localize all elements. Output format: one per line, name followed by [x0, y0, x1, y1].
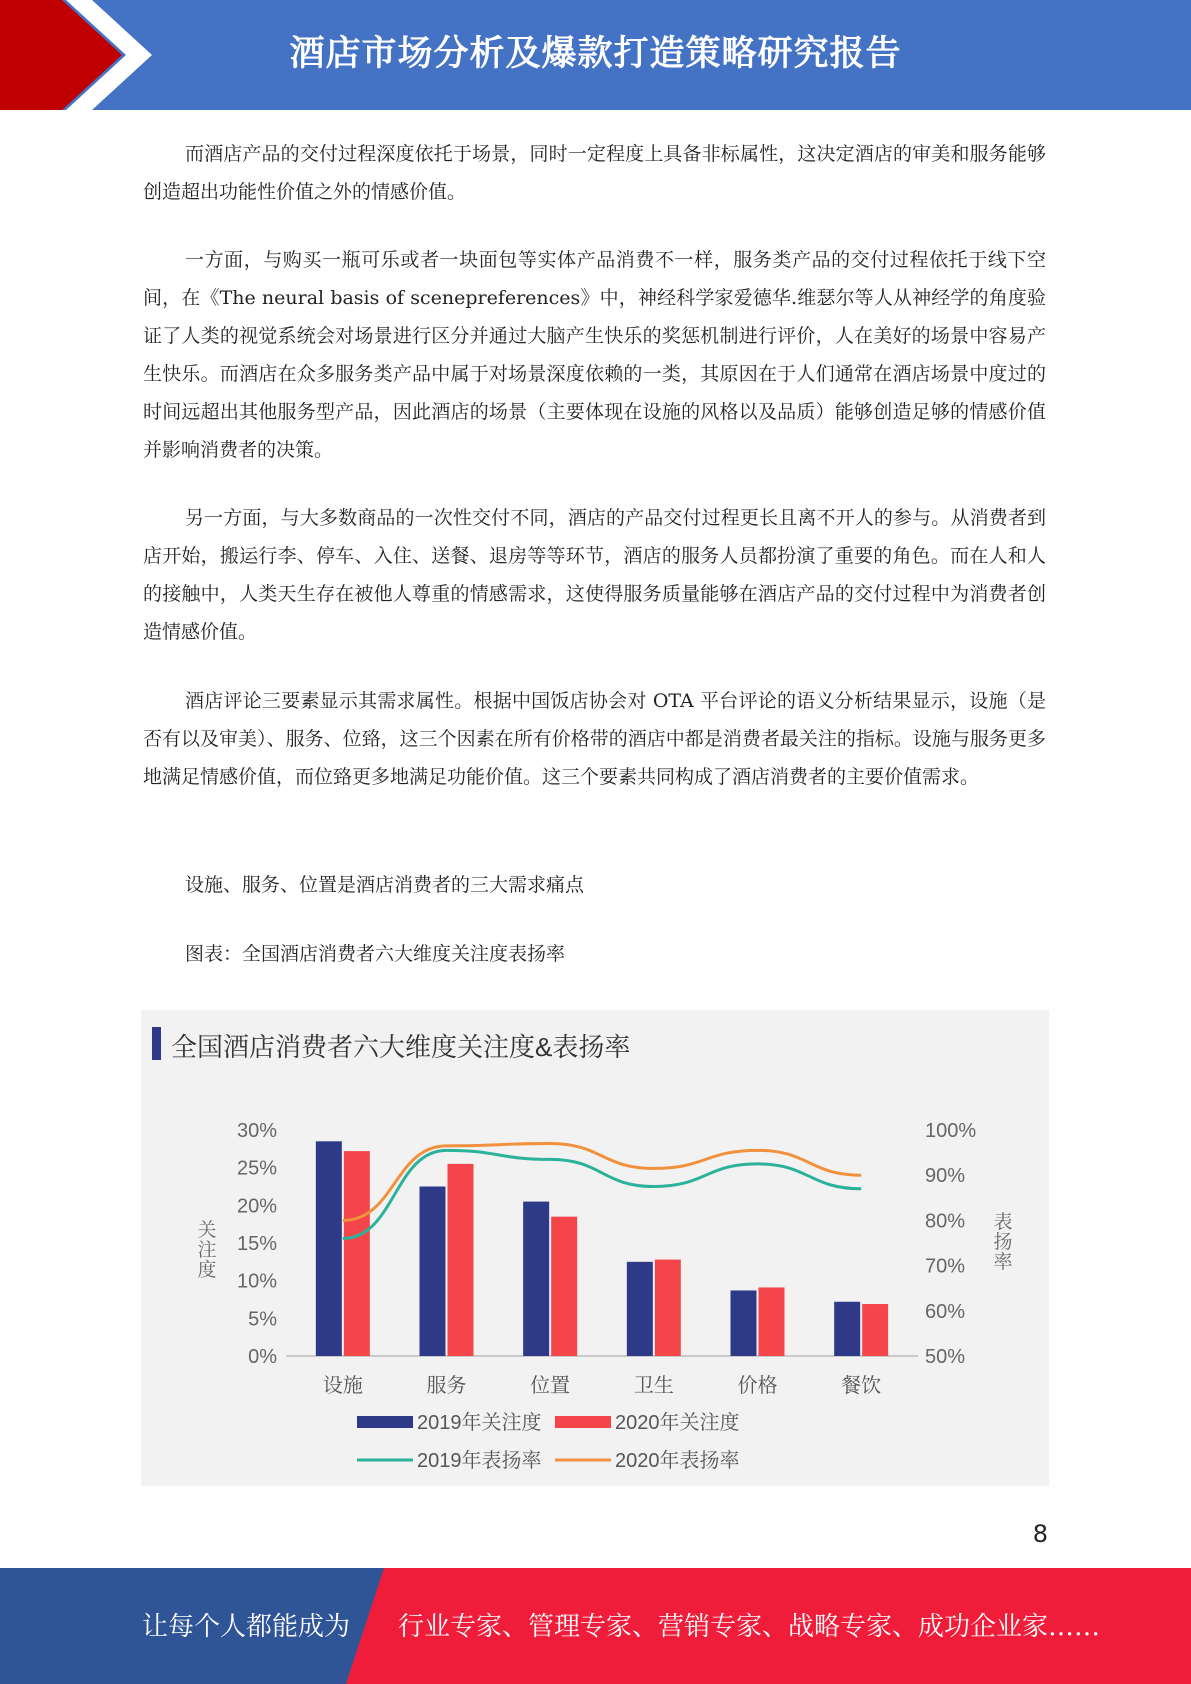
legend-label: 2020年关注度: [615, 1412, 740, 1434]
footer-slogan-left: 让每个人都能成为: [142, 1612, 351, 1642]
bar-2019年关注度: [627, 1262, 653, 1356]
y-tick-label: 5%: [248, 1308, 277, 1331]
combo-chart: [141, 1010, 1049, 1486]
legend-swatch: [357, 1416, 413, 1428]
bar-2020年关注度: [655, 1260, 681, 1356]
y-tick-label: 20%: [236, 1195, 277, 1218]
y-tick-label: 30%: [236, 1120, 277, 1142]
x-tick-label: 位置: [530, 1375, 571, 1397]
page-number: 8: [1032, 1520, 1048, 1548]
y2-tick-label: 90%: [925, 1165, 966, 1188]
chart-container: [141, 1010, 1049, 1486]
x-tick-label: 设施: [322, 1375, 363, 1397]
chart-title-marker: [152, 1027, 161, 1060]
bar-2019年关注度: [316, 1141, 342, 1356]
bar-2019年关注度: [420, 1187, 446, 1357]
y2-axis-label-char: 率: [993, 1252, 1013, 1273]
y-tick-label: 15%: [236, 1233, 277, 1255]
x-tick-label: 餐饮: [841, 1375, 882, 1397]
bar-2020年关注度: [448, 1164, 474, 1356]
legend-label: 2019年表扬率: [417, 1450, 542, 1472]
y2-tick-label: 70%: [925, 1255, 966, 1278]
paragraph-3: 另一方面，与大多数商品的一次性交付不同，酒店的产品交付过程更长且离不开人的参与。从消费者到店开始，搬运行李、停车、入住、送餐、退房等等环节，酒店的服务人员都扮演了重要的角色。而在人和人的接触中，人类天生存在被他人尊重的情感需求，这使得服务质量能够在酒店产品的交付过程中为消费者创造情感价值。: [143, 507, 1046, 643]
y2-tick-label: 50%: [925, 1346, 966, 1368]
y2-tick-label: 100%: [925, 1120, 977, 1142]
legend-label: 2020年表扬率: [615, 1450, 740, 1472]
y-tick-label: 25%: [236, 1157, 277, 1180]
report-title: 酒店市场分析及爆款打造策略研究报告: [289, 34, 902, 74]
y-tick-label: 0%: [248, 1346, 277, 1368]
page-header: [0, 0, 1191, 110]
y-axis-label-char: 度: [197, 1260, 217, 1281]
y-axis-label-char: 关: [197, 1220, 217, 1241]
bar-2019年关注度: [731, 1290, 757, 1356]
bar-2020年关注度: [759, 1287, 785, 1356]
y2-axis-label-char: 表: [993, 1212, 1013, 1233]
bar-2020年关注度: [862, 1304, 888, 1356]
bar-2019年关注度: [834, 1302, 860, 1356]
y2-tick-label: 60%: [925, 1300, 966, 1323]
y2-axis-label-char: 扬: [993, 1232, 1013, 1253]
y-tick-label: 10%: [236, 1270, 277, 1293]
legend-swatch: [555, 1416, 611, 1428]
x-tick-label: 卫生: [633, 1375, 674, 1397]
paragraph-1: 而酒店产品的交付过程深度依托于场景，同时一定程度上具备非标属性，这决定酒店的审美和服务能够创造超出功能性价值之外的情感价值。: [143, 143, 1046, 203]
y2-tick-label: 80%: [925, 1210, 966, 1233]
paragraph-2: 一方面，与购买一瓶可乐或者一块面包等实体产品消费不一样，服务类产品的交付过程依托于线下空间，在《The neural basis of scenepreferences》中，神经科学家爱德华.维瑟尔等人从神经学的角度验证了人类的视觉系统会对场景进行区分并通过大脑产生快乐的奖惩机制进行评价，人在美好的场景中容易产生快乐。而酒店在众多服务类产品中属于对场景深度依赖的一类，其原因在于人们通常在酒店场景中度过的时间远超出其他服务型产品，因此酒店的场景（主要体现在设施的风格以及品质）能够创造足够的情感价值并影响消费者的决策。: [143, 249, 1046, 461]
bar-2019年关注度: [523, 1202, 549, 1356]
chart-title: 全国酒店消费者六大维度关注度&表扬率: [171, 1032, 631, 1062]
x-tick-label: 服务: [426, 1375, 467, 1397]
chart-caption: 图表：全国酒店消费者六大维度关注度表扬率: [185, 943, 566, 965]
section-heading: 设施、服务、位置是酒店消费者的三大需求痛点: [185, 874, 585, 896]
y-axis-label-char: 注: [197, 1240, 217, 1261]
x-tick-label: 价格: [737, 1375, 778, 1397]
legend-label: 2019年关注度: [417, 1412, 542, 1434]
footer-slogan-right: 行业专家、管理专家、营销专家、战略专家、成功企业家……: [398, 1612, 1101, 1642]
bar-2020年关注度: [551, 1217, 577, 1356]
page-footer: [0, 1568, 1191, 1684]
bar-2020年关注度: [344, 1151, 370, 1356]
paragraph-4: 酒店评论三要素显示其需求属性。根据中国饭店协会对 OTA 平台评论的语义分析结果显示，设施（是否有以及审美）、服务、位臵，这三个因素在所有价格带的酒店中都是消费者最关注的指标。设施与服务更多地满足情感价值，而位臵更多地满足功能价值。这三个要素共同构成了酒店消费者的主要价值需求。: [143, 690, 1046, 788]
